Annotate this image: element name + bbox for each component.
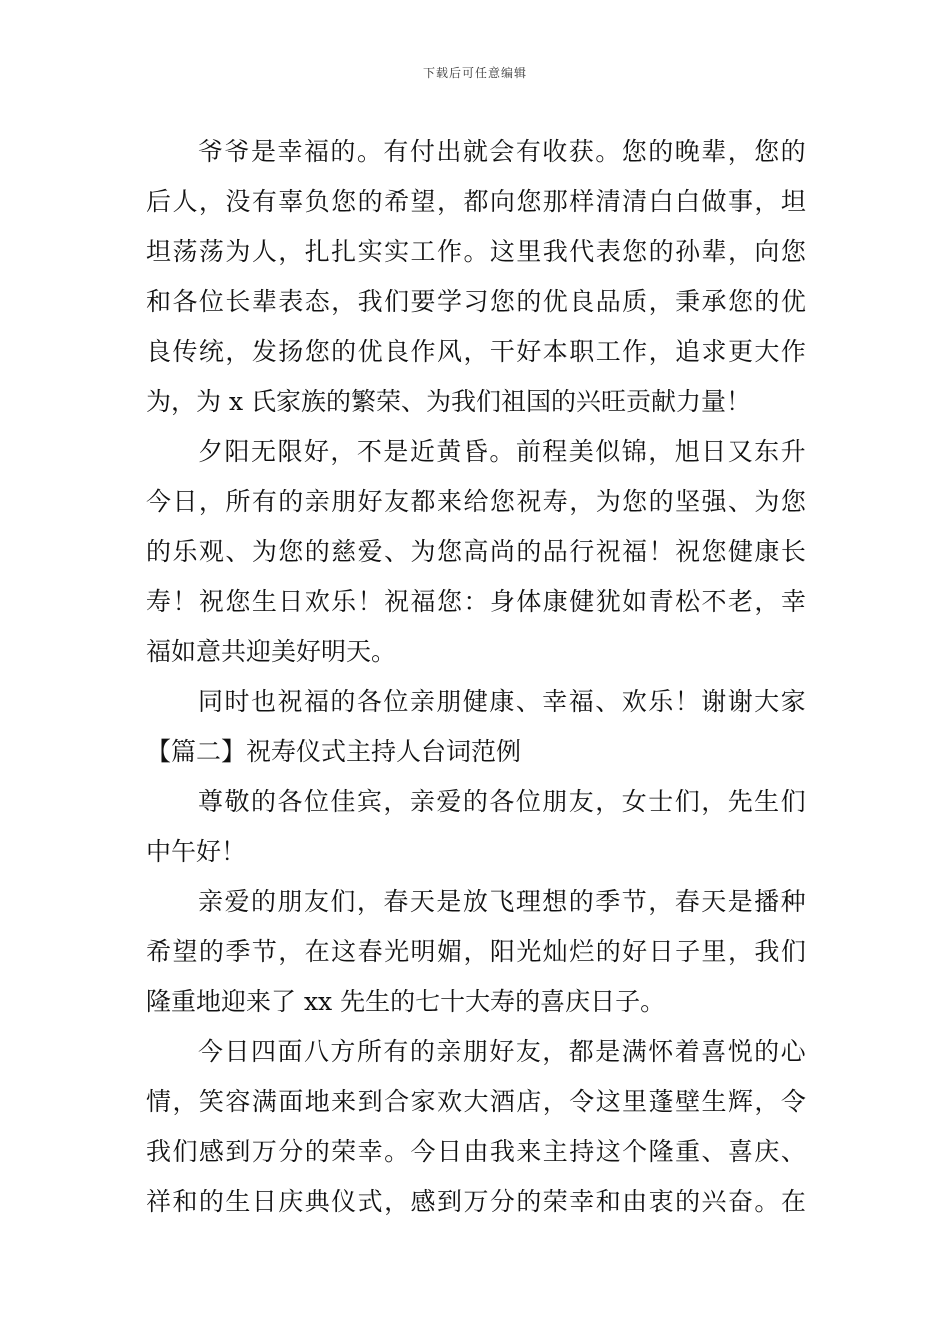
text-line <box>146 127 806 177</box>
text-line-content: 希 望 的 季 节 ， 在 这 春 光 明 媚 ， 阳 光 灿 烂 的 好 日 子 里 ， 我 们 <box>146 937 806 966</box>
text-line-content: 尊 敬 的 各 位 佳 宾 ， 亲 爱 的 各 位 朋 友 ， 女 士 们 ， 先 生 们 <box>198 787 806 816</box>
text-line-content: 福如意共迎美好明天。 <box>146 637 397 666</box>
text-line <box>146 177 806 227</box>
text-line-content: 的 乐 观 、 为 您 的 慈 爱 、 为 您 高 尚 的 品 行 祝 福 ！ 祝 您 健 康 长 <box>146 537 806 566</box>
text-line-content: 中午好！ <box>146 837 247 866</box>
text-line-content: 爷 爷 是 幸 福 的 。 有 付 出 就 会 有 收 获 。 您 的 晚 辈 ， 您 的 <box>198 137 806 166</box>
text-line <box>146 627 806 677</box>
text-line-content: 今 日 ， 所 有 的 亲 朋 好 友 都 来 给 您 祝 寿 ， 为 您 的 坚 强 、 为 您 <box>146 487 806 516</box>
text-line-content: 今 日 四 面 八 方 所 有 的 亲 朋 好 友 ， 都 是 满 怀 着 喜 悦 的 心 <box>198 1037 806 1066</box>
text-line-content: 情 ， 笑 容 满 面 地 来 到 合 家 欢 大 酒 店 ， 令 这 里 蓬 壁 生 辉 ， 令 <box>146 1087 806 1116</box>
text-line <box>146 527 806 577</box>
text-line-content: 隆重地迎来了 xx 先生的七十大寿的喜庆日子。 <box>146 987 666 1016</box>
text-line <box>146 377 806 427</box>
text-line <box>146 777 806 827</box>
text-line <box>146 827 806 877</box>
text-line-content: 坦 荡 荡 为 人 ， 扎 扎 实 实 工 作 。 这 里 我 代 表 您 的 孙 辈 ， 向 您 <box>146 237 806 266</box>
text-line <box>146 1077 806 1127</box>
text-line-content: 为，为 x 氏家族的繁荣、为我们祖国的兴旺贡献力量！ <box>146 387 751 416</box>
text-line-content: 和 各 位 长 辈 表 态 ， 我 们 要 学 习 您 的 优 良 品 质 ， 秉 承 您 的 优 <box>146 287 806 316</box>
text-line-content: 后 人 ， 没 有 辜 负 您 的 希 望 ， 都 向 您 那 样 清 清 白 白 做 事 ， 坦 <box>146 187 806 216</box>
text-line <box>146 977 806 1027</box>
text-line <box>146 577 806 627</box>
text-line-content: 【篇二】祝寿仪式主持人台词范例 <box>146 737 522 766</box>
text-line <box>146 1177 806 1227</box>
page-header: 下载后可任意编辑 <box>422 66 527 80</box>
text-line-content: 亲 爱 的 朋 友 们 ， 春 天 是 放 飞 理 想 的 季 节 ， 春 天 是 播 种 <box>198 887 806 916</box>
text-line-content: 祥 和 的 生 日 庆 典 仪 式 ， 感 到 万 分 的 荣 幸 和 由 衷 的 兴 奋 。 在 <box>146 1187 806 1216</box>
text-line <box>146 927 806 977</box>
text-line <box>146 1127 806 1177</box>
text-line-content: 同 时 也 祝 福 的 各 位 亲 朋 健 康 、 幸 福 、 欢 乐 ！ 谢 谢 大 家 <box>198 687 806 716</box>
text-line <box>146 1027 806 1077</box>
text-line <box>146 277 806 327</box>
text-line-content: 良 传 统 ， 发 扬 您 的 优 良 作 风 ， 干 好 本 职 工 作 ， 追 求 更 大 作 <box>146 337 806 366</box>
text-line <box>146 227 806 277</box>
text-line <box>146 877 806 927</box>
text-line-content: 夕 阳 无 限 好 ， 不 是 近 黄 昏 。 前 程 美 似 锦 ， 旭 日 又 东 升 <box>198 437 806 466</box>
text-line <box>146 727 806 777</box>
text-line <box>146 327 806 377</box>
text-line <box>146 677 806 727</box>
text-line <box>146 477 806 527</box>
text-line <box>146 427 806 477</box>
document-body <box>146 127 806 1227</box>
text-line-content: 我 们 感 到 万 分 的 荣 幸 。 今 日 由 我 来 主 持 这 个 隆 重 、 喜 庆 、 <box>146 1137 806 1166</box>
text-line-content: 寿 ！ 祝 您 生 日 欢 乐 ！ 祝 福 您 ： 身 体 康 健 犹 如 青 松 不 老 ， 幸 <box>146 587 806 616</box>
